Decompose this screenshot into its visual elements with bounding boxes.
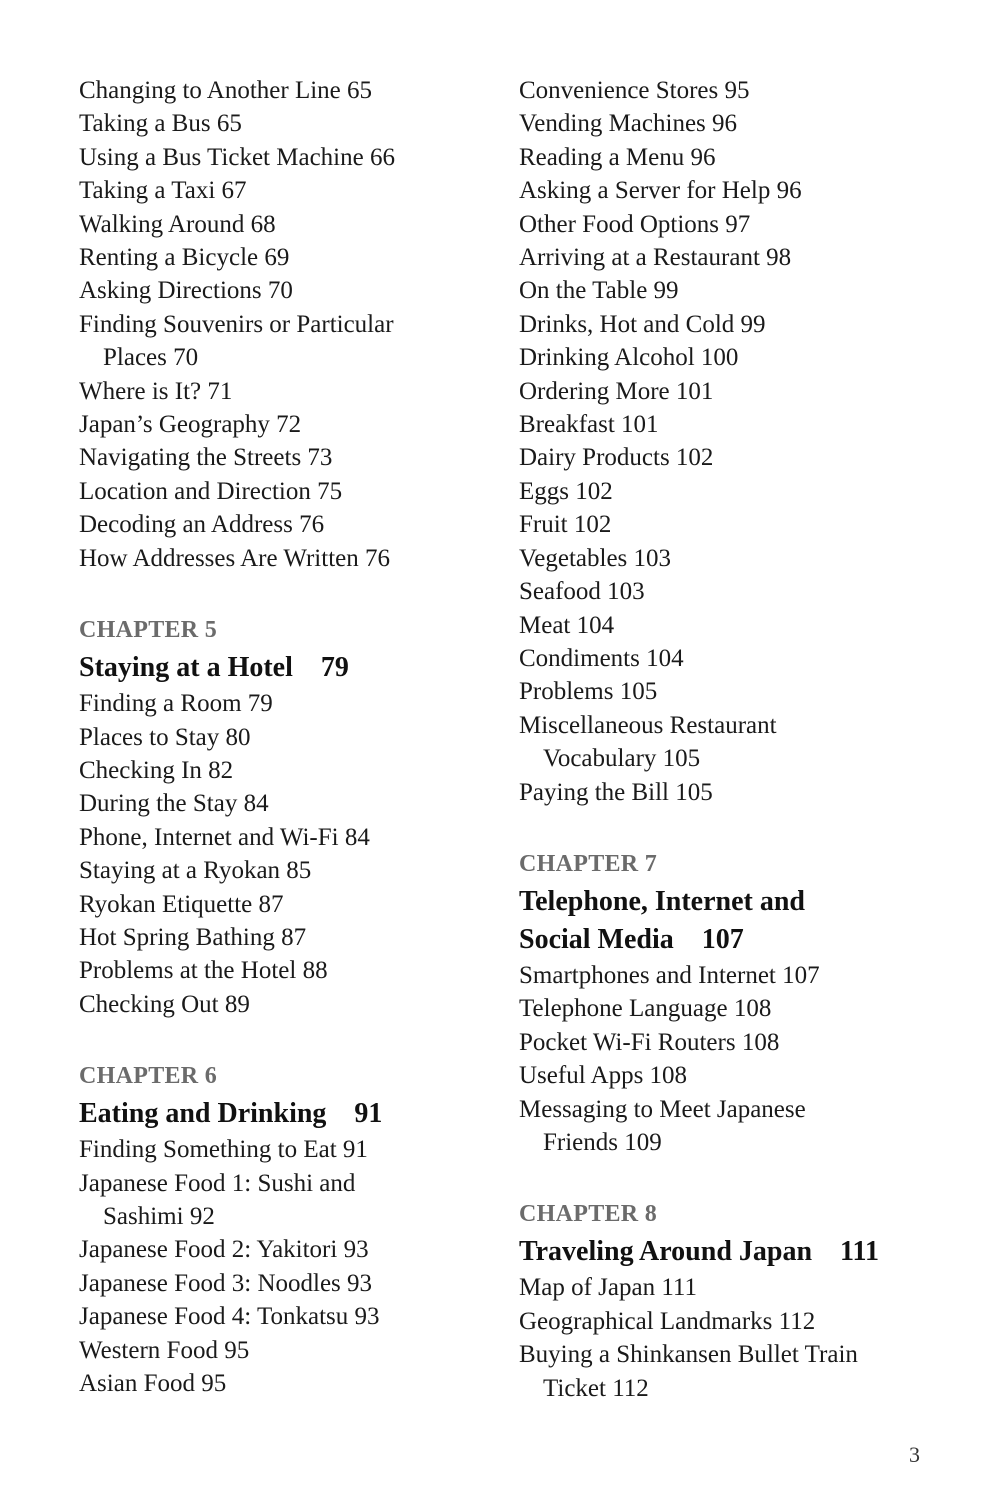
chapter-section <box>519 849 959 1159</box>
toc-entry <box>519 74 959 107</box>
chapter-section <box>79 1061 509 1400</box>
toc-entry <box>79 475 509 508</box>
toc-entry <box>79 274 509 307</box>
toc-entry <box>79 1233 509 1266</box>
toc-entry <box>519 1305 959 1338</box>
toc-entry <box>519 375 959 408</box>
toc-entry-text: Dairy Products 102 <box>519 444 714 472</box>
chapter-page-number: 107 <box>701 923 744 955</box>
entry-group <box>519 74 959 809</box>
toc-entry-text: Using a Bus Ticket Machine 66 <box>79 143 395 171</box>
toc-entry-text: Problems at the Hotel 88 <box>79 957 328 985</box>
chapter-title-line: Social Media <box>519 923 674 955</box>
toc-entry <box>79 508 509 541</box>
toc-entry-text: Map of Japan 111 <box>519 1274 697 1302</box>
toc-entry <box>519 675 959 708</box>
toc-entry-text: Buying a Shinkansen Bullet Train <box>519 1341 858 1369</box>
toc-entry-text: Taking a Bus 65 <box>79 110 242 138</box>
toc-entry <box>79 754 509 787</box>
toc-left-column <box>79 74 509 1400</box>
toc-entry <box>79 375 509 408</box>
toc-entry-continuation: Ticket 112 <box>543 1374 649 1402</box>
chapter-page-number: 91 <box>354 1098 383 1130</box>
chapter-label: CHAPTER 8 <box>519 1201 658 1228</box>
toc-entry-continuation: Vocabulary 105 <box>543 745 701 773</box>
toc-entry-text: Seafood 103 <box>519 578 645 606</box>
toc-entry <box>519 1059 959 1092</box>
toc-entry-text: Pocket Wi-Fi Routers 108 <box>519 1028 780 1056</box>
toc-entry <box>519 174 959 207</box>
toc-entry-text: Taking a Taxi 67 <box>79 177 247 205</box>
toc-entry-text: Condiments 104 <box>519 644 684 672</box>
toc-entry-text: Finding Souvenirs or Particular <box>79 310 394 338</box>
toc-entry <box>519 609 959 642</box>
toc-right-column <box>519 74 959 1405</box>
toc-entry-text: Telephone Language 108 <box>519 995 772 1023</box>
toc-entry-text: Hot Spring Bathing 87 <box>79 923 307 951</box>
toc-entry-text: Asking Directions 70 <box>79 277 293 305</box>
chapter-title-line: Staying at a Hotel <box>79 652 293 684</box>
toc-entry <box>79 1133 509 1166</box>
toc-entry <box>79 308 509 375</box>
toc-entry <box>519 208 959 241</box>
toc-entry <box>519 959 959 992</box>
toc-entry <box>79 74 509 107</box>
toc-entry-text: Japanese Food 3: Noodles 93 <box>79 1269 373 1297</box>
toc-entry <box>79 954 509 987</box>
toc-entry <box>79 988 509 1021</box>
chapter-label: CHAPTER 7 <box>519 850 658 877</box>
toc-entry-text: Navigating the Streets 73 <box>79 444 333 472</box>
toc-entry-text: Location and Direction 75 <box>79 477 343 505</box>
toc-entry-text: Western Food 95 <box>79 1336 250 1364</box>
chapter-section <box>519 1199 959 1405</box>
chapter-title <box>519 883 959 959</box>
toc-entry <box>79 1367 509 1400</box>
toc-entry-text: Smartphones and Internet 107 <box>519 961 820 989</box>
toc-entry <box>519 107 959 140</box>
toc-entry <box>519 408 959 441</box>
toc-entry-text: Asking a Server for Help 96 <box>519 177 802 205</box>
toc-entry-text: Walking Around 68 <box>79 210 276 238</box>
toc-entry-text: Places to Stay 80 <box>79 723 251 751</box>
toc-entry <box>519 341 959 374</box>
toc-entry-text: How Addresses Are Written 76 <box>79 544 390 572</box>
toc-entry <box>79 1267 509 1300</box>
toc-entry <box>519 441 959 474</box>
chapter-page-number: 79 <box>320 652 349 684</box>
toc-entry <box>79 107 509 140</box>
toc-entry <box>519 274 959 307</box>
toc-entry-text: Problems 105 <box>519 678 658 706</box>
toc-entry-text: Messaging to Meet Japanese <box>519 1095 806 1123</box>
toc-entry-text: On the Table 99 <box>519 277 679 305</box>
toc-entry <box>519 141 959 174</box>
toc-entry <box>79 141 509 174</box>
toc-entry-text: Finding Something to Eat 91 <box>79 1136 368 1164</box>
entry-group <box>79 74 509 575</box>
toc-entry <box>519 1338 959 1405</box>
toc-entry-text: Checking In 82 <box>79 756 234 784</box>
toc-entry <box>519 508 959 541</box>
toc-entry-continuation: Places 70 <box>103 344 199 372</box>
chapter-title <box>79 1095 509 1133</box>
toc-entry <box>519 575 959 608</box>
chapter-title <box>79 649 509 687</box>
toc-entry <box>519 542 959 575</box>
toc-entry <box>519 475 959 508</box>
toc-entry-continuation: Friends 109 <box>543 1128 662 1156</box>
toc-entry <box>79 1167 509 1234</box>
toc-entry-text: Reading a Menu 96 <box>519 143 716 171</box>
toc-entry-text: During the Stay 84 <box>79 790 269 818</box>
toc-entry-text: Where is It? 71 <box>79 377 233 405</box>
toc-entry <box>519 1271 959 1304</box>
chapter-label: CHAPTER 6 <box>79 1063 218 1090</box>
toc-entry-text: Miscellaneous Restaurant <box>519 711 777 739</box>
toc-entry-text: Japanese Food 1: Sushi and <box>79 1169 356 1197</box>
toc-entry-text: Meat 104 <box>519 611 615 639</box>
toc-entry-text: Drinks, Hot and Cold 99 <box>519 310 766 338</box>
toc-entry-text: Changing to Another Line 65 <box>79 77 373 104</box>
toc-entry-text: Vending Machines 96 <box>519 110 738 138</box>
toc-entry-text: Finding a Room 79 <box>79 690 273 718</box>
toc-entry <box>79 408 509 441</box>
toc-entry-text: Drinking Alcohol 100 <box>519 344 739 372</box>
toc-entry <box>519 642 959 675</box>
toc-entry-text: Japanese Food 2: Yakitori 93 <box>79 1236 369 1264</box>
toc-entry <box>79 441 509 474</box>
chapter-title-line: Telephone, Internet and <box>519 885 806 917</box>
chapter-title-line: Eating and Drinking <box>79 1098 327 1130</box>
chapter-title-line: Traveling Around Japan <box>519 1236 813 1268</box>
toc-entry <box>519 241 959 274</box>
page-number: 3 <box>909 1442 920 1467</box>
toc-entry <box>79 854 509 887</box>
toc-entry-text: Vegetables 103 <box>519 544 672 572</box>
toc-entry-text: Staying at a Ryokan 85 <box>79 857 312 885</box>
toc-entry-continuation: Sashimi 92 <box>103 1202 215 1230</box>
toc-entry <box>79 208 509 241</box>
toc-entry-text: Decoding an Address 76 <box>79 511 325 539</box>
toc-entry-text: Convenience Stores 95 <box>519 77 750 104</box>
toc-entry-text: Asian Food 95 <box>79 1370 227 1397</box>
chapter-label: CHAPTER 5 <box>79 617 218 644</box>
toc-entry <box>519 308 959 341</box>
toc-entry-text: Japan’s Geography 72 <box>79 411 302 439</box>
toc-entry <box>519 709 959 776</box>
toc-entry <box>79 921 509 954</box>
toc-entry-text: Ordering More 101 <box>519 377 714 405</box>
toc-entry <box>79 174 509 207</box>
toc-entry <box>79 1334 509 1367</box>
toc-entry <box>79 787 509 820</box>
toc-entry-text: Other Food Options 97 <box>519 210 751 238</box>
toc-entry-text: Japanese Food 4: Tonkatsu 93 <box>79 1303 380 1331</box>
toc-entry-text: Useful Apps 108 <box>519 1062 688 1090</box>
toc-entry-text: Fruit 102 <box>519 511 612 539</box>
toc-entry <box>519 776 959 809</box>
toc-entry-text: Paying the Bill 105 <box>519 778 713 806</box>
toc-entry <box>79 888 509 921</box>
toc-entry <box>519 992 959 1025</box>
toc-entry-text: Renting a Bicycle 69 <box>79 244 290 272</box>
toc-entry-text: Eggs 102 <box>519 477 613 505</box>
toc-entry-text: Arriving at a Restaurant 98 <box>519 244 792 272</box>
chapter-page-number: 111 <box>840 1236 879 1268</box>
toc-entry <box>79 241 509 274</box>
toc-entry <box>519 1026 959 1059</box>
toc-entry <box>519 1093 959 1160</box>
toc-entry <box>79 1300 509 1333</box>
toc-entry <box>79 821 509 854</box>
toc-entry-text: Ryokan Etiquette 87 <box>79 890 284 918</box>
toc-entry-text: Phone, Internet and Wi-Fi 84 <box>79 823 370 851</box>
toc-entry <box>79 687 509 720</box>
toc-entry <box>79 721 509 754</box>
toc-entry <box>79 542 509 575</box>
toc-entry-text: Geographical Landmarks 112 <box>519 1307 816 1335</box>
toc-entry-text: Checking Out 89 <box>79 990 250 1018</box>
chapter-title <box>519 1233 959 1271</box>
chapter-section <box>79 615 509 1021</box>
toc-entry-text: Breakfast 101 <box>519 411 659 439</box>
